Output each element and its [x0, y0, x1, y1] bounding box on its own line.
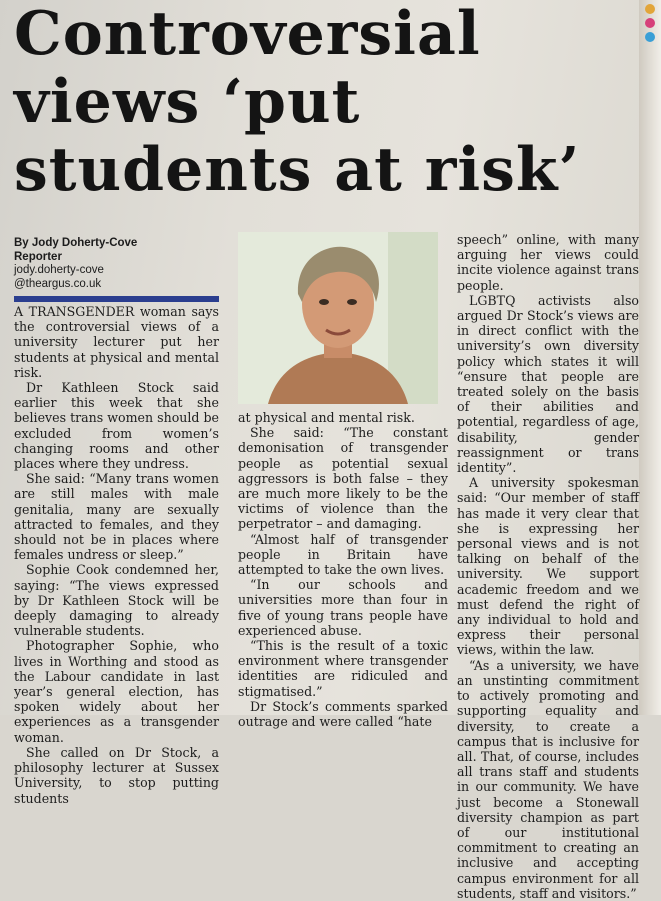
- paragraph: She called on Dr Stock, a philosophy lecturer at Sussex University, to stop putting students: [14, 744, 219, 806]
- portrait-photo: [238, 232, 438, 404]
- color-registration-dot: [645, 32, 655, 42]
- author-name: By Jody Doherty-Cove: [14, 237, 138, 249]
- headline-line-3: students at risk’: [14, 135, 581, 205]
- paragraph: Dr Stock’s comments sparked outrage and were called “hate: [238, 698, 448, 730]
- adjacent-page-edge: [639, 0, 661, 715]
- paragraph: speech” online, with many arguing her views could incite violence against trans people.: [457, 232, 639, 293]
- paragraph: She said: “Many trans women are still males with male genitalia, many are sexually attracted to females, and they should not be in places where females undress or sleep.”: [14, 471, 219, 563]
- paragraph: at physical and mental risk.: [238, 410, 415, 425]
- article-column-3: [457, 232, 639, 901]
- paragraph: She said: “The constant demonisation of transgender people as potential sexual aggressors is both false – they are much more likely to be the victims of violence than the perpetrator – and damaging.: [238, 425, 448, 532]
- byline-rule: [14, 296, 219, 302]
- headline-line-1: Controversial: [14, 0, 481, 69]
- paragraph: Photographer Sophie, who lives in Worthing and stood as the Labour candidate in last year’s general election, has spoken widely about her experiences as a transgender woman.: [14, 638, 219, 745]
- paragraph: A university spokesman said: “Our member of staff has made it very clear that she is expressing her personal views and is not talking on behalf of the university. We support academic freedom and we must defend the right of any individual to hold and express their personal views, within the law.: [457, 475, 639, 658]
- lead-paragraph: A TRANSGENDER woman says the controversial views of a university lecturer put her students at physical and mental risk.: [14, 304, 219, 380]
- paragraph: “This is the result of a toxic environment where transgender identities are ridiculed and stigmatised.”: [238, 638, 448, 699]
- article-column-1: [14, 304, 219, 806]
- paragraph: “In our schools and universities more than four in five of young trans people have experienced abuse.: [238, 577, 448, 638]
- color-registration-dot: [645, 18, 655, 28]
- byline: [14, 237, 214, 291]
- article-column-2: [238, 410, 448, 729]
- color-registration-dot: [645, 4, 655, 14]
- author-role: Reporter: [14, 250, 62, 263]
- author-email-line-2: @theargus.co.uk: [14, 277, 102, 290]
- paragraph: “As a university, we have an unstinting commitment to actively promoting and supporting equality and diversity, to create a campus that is inclusive for all. That, of course, includes all trans staff and students in our community. We have just become a Stonewall diversity champion as part of our institutional commitment to creating an inclusive and accepting campus environment for all students, staff and visitors.”: [457, 657, 639, 901]
- paragraph: Dr Kathleen Stock said earlier this week that she believes trans women should be excluded from women’s changing rooms and other places where they undress.: [14, 380, 219, 472]
- paragraph: Sophie Cook condemned her, saying: “The views expressed by Dr Kathleen Stock will be deeply damaging to already vulnerable students.: [14, 562, 219, 639]
- author-email-line-1: jody.doherty-cove: [14, 264, 104, 276]
- paragraph: LGBTQ activists also argued Dr Stock’s views are in direct conflict with the university’s own diversity policy which states it will “ensure that people are treated solely on the basis of their abilities and potential, regardless of age, disability, gender reassignment or trans identity”.: [457, 292, 639, 476]
- headline-line-2: views ‘put: [14, 67, 361, 137]
- paragraph: “Almost half of transgender people in Britain have attempted to take the own lives.: [238, 531, 448, 578]
- portrait-illustration: [238, 232, 438, 404]
- headline: [14, 0, 614, 204]
